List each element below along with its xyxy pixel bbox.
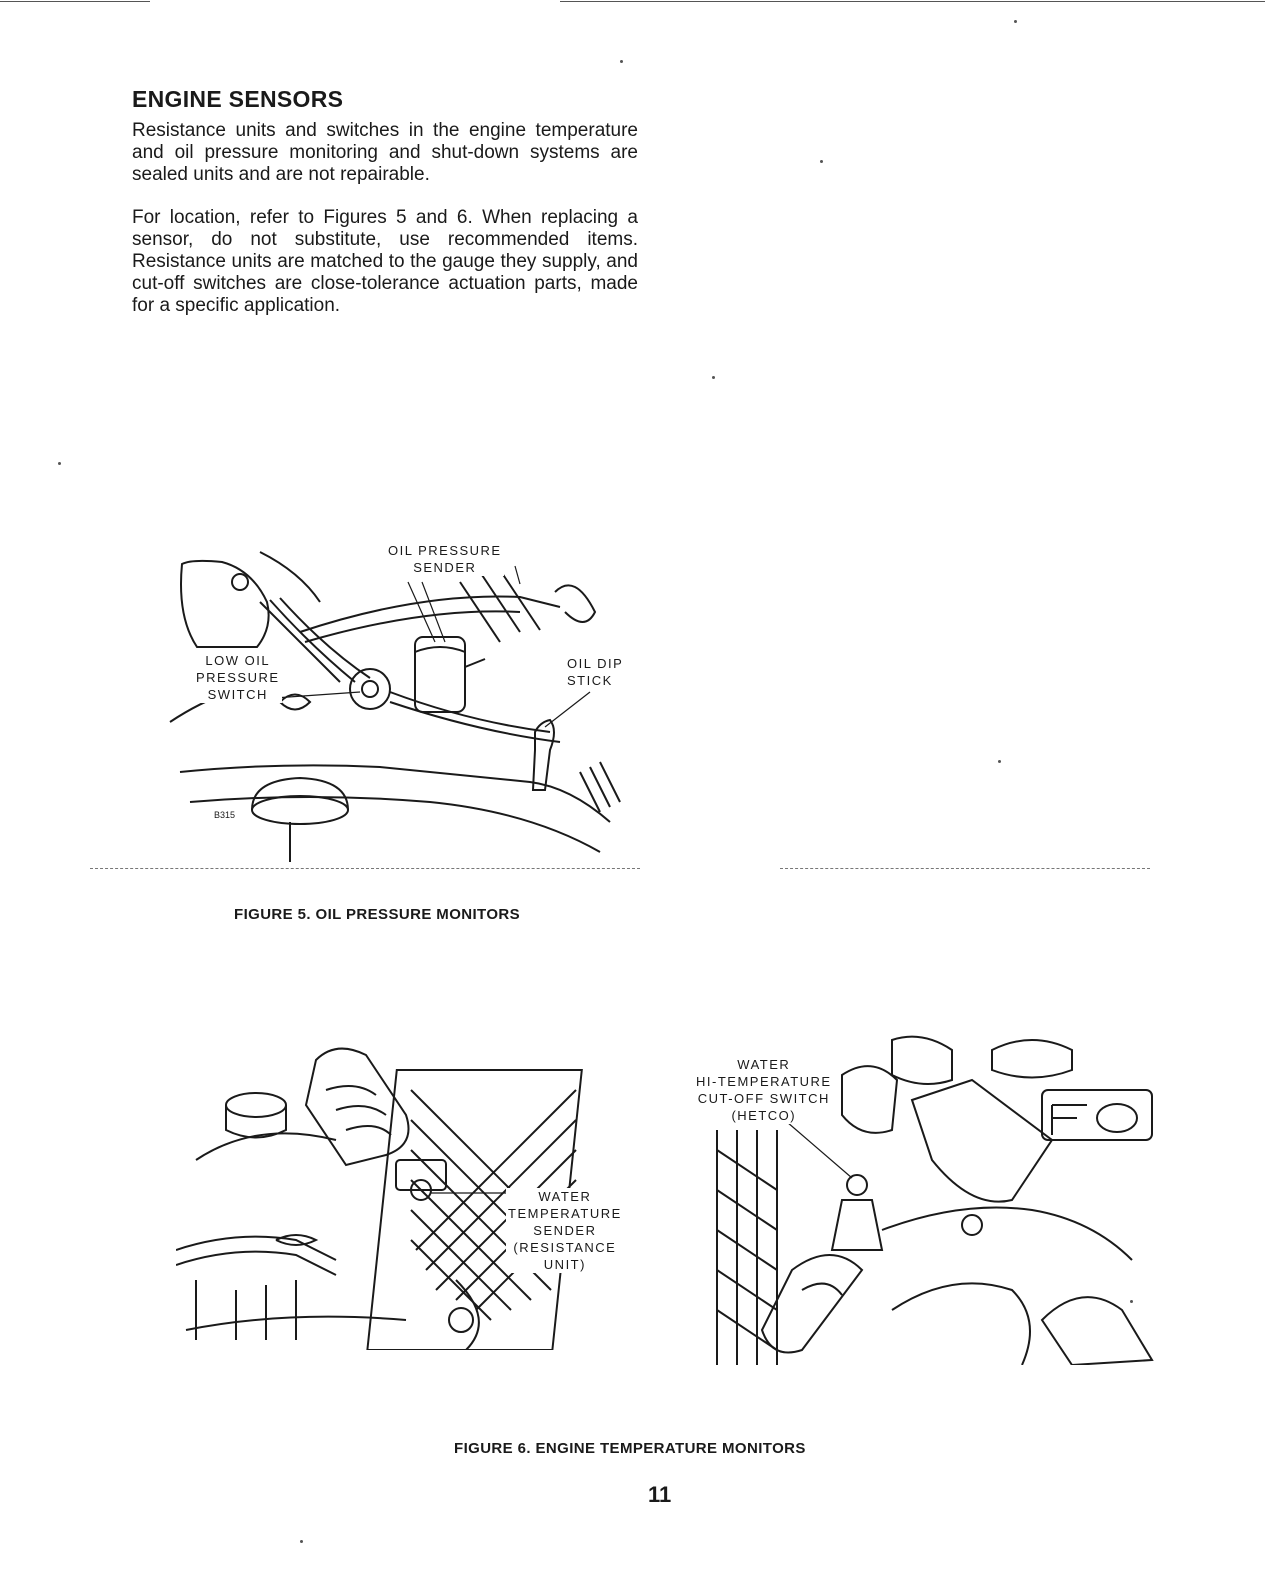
scan-speck	[620, 60, 623, 63]
scan-speck	[1014, 20, 1017, 23]
label-water-temperature-sender: WATER TEMPERATURE SENDER (RESISTANCE UNIT)	[508, 1189, 622, 1272]
scan-speck	[820, 160, 823, 163]
section-heading: ENGINE SENSORS	[132, 86, 344, 112]
scan-speck	[1130, 1300, 1133, 1303]
label-low-oil-pressure-switch: LOW OIL PRESSURE SWITCH	[196, 653, 280, 702]
figure-6-hetco-switch-illustration	[692, 1030, 1157, 1365]
label-oil-pressure-sender: OIL PRESSURE SENDER	[388, 543, 502, 575]
scan-speck	[998, 760, 1001, 763]
figure-5-code: B315	[214, 810, 236, 820]
scan-speck	[58, 462, 61, 465]
figure-5-oil-pressure-illustration	[160, 542, 640, 862]
paragraph-sealed-units: Resistance units and switches in the engine temperature and oil pressure monitoring and shut-down systems are sealed units and are not repairable.	[132, 120, 638, 185]
figure-6-caption: FIGURE 6. ENGINE TEMPERATURE MONITORS	[454, 1440, 806, 1457]
divider-dashed	[780, 868, 1150, 869]
divider-dashed	[90, 868, 640, 869]
figure-6-water-temperature-sender-illustration	[176, 1030, 636, 1350]
label-water-hi-temperature-cutoff: WATER HI-TEMPERATURE CUT-OFF SWITCH (HETCO)	[696, 1057, 832, 1123]
label-oil-dip-stick: OIL DIP STICK	[567, 656, 624, 688]
scan-top-rule	[0, 1, 150, 2]
page-number: 11	[648, 1482, 672, 1507]
scan-top-rule	[560, 1, 1265, 2]
scan-speck	[300, 1540, 303, 1543]
scan-speck	[712, 376, 715, 379]
paragraph-replacement: For location, refer to Figures 5 and 6. When replacing a sensor, do not substitute, use recommended items. Resistance units are matched to the gauge they supply, and cut-off switches are close-tolerance actuation parts, made for a specific application.	[132, 207, 638, 316]
figure-5-caption: FIGURE 5. OIL PRESSURE MONITORS	[234, 906, 521, 923]
